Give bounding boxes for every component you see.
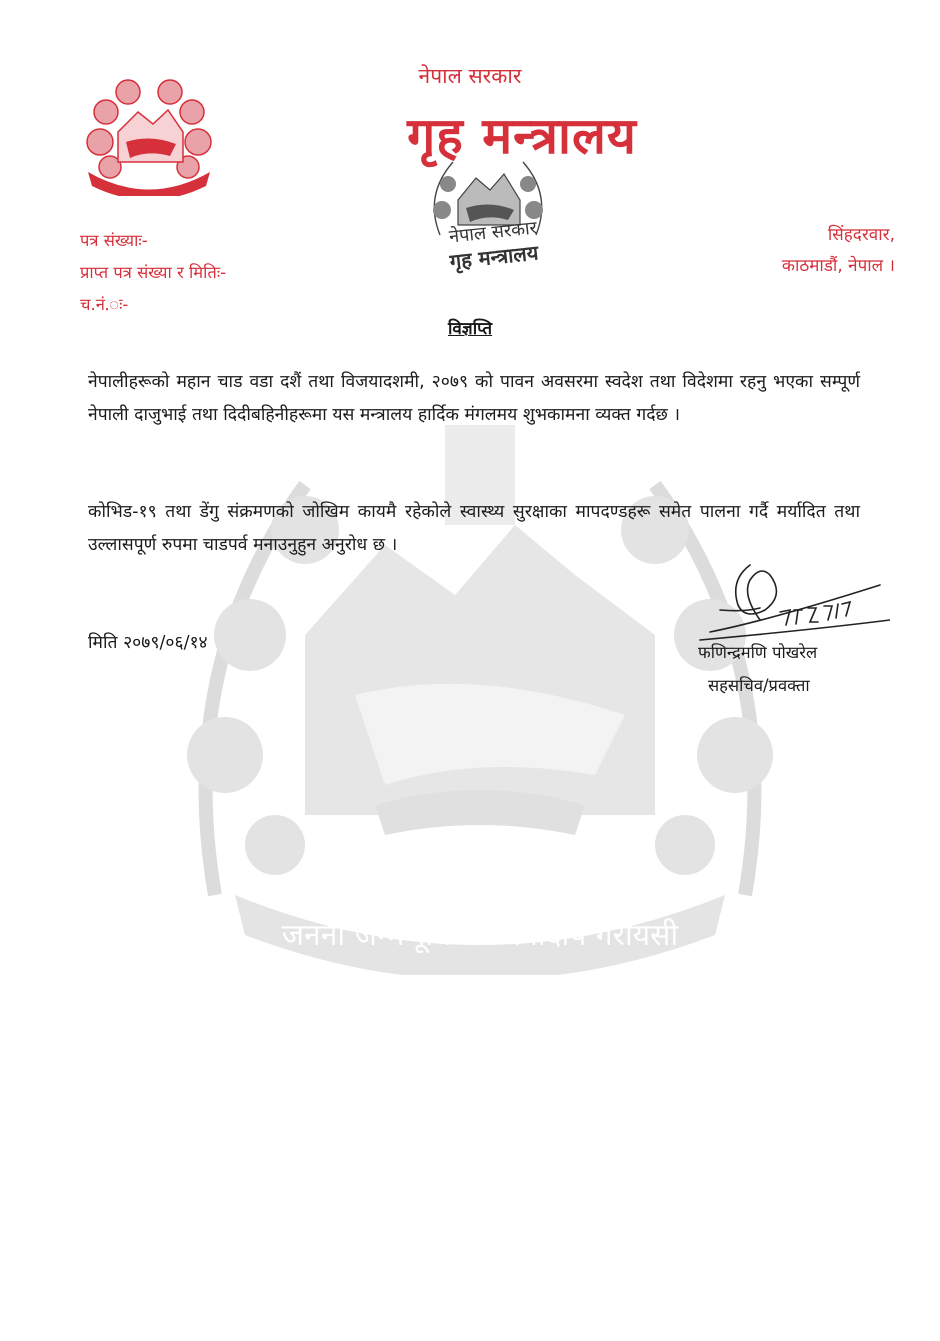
- received-letter-label: प्राप्त पत्र संख्या र मितिः-: [80, 263, 227, 282]
- letter-number-label: पत्र संख्याः-: [80, 231, 148, 250]
- signatory-title: सहसचिव/प्रवक्ता: [708, 676, 810, 695]
- notice-paragraph-1: नेपालीहरूको महान चाड वडा दशैं तथा विजयादशमी, २०७९ को पावन अवसरमा स्वदेश तथा विदेशमा रहनु भएका सम्पूर्ण नेपाली दाजुभाई तथा दिदीबहिनीहरूमा यस मन्त्रालय हार्दिक मंगलमय शुभकामना व्यक्त गर्दछ ।: [88, 372, 860, 425]
- address-line-1: सिंहदरवार,: [827, 225, 895, 245]
- dispatch-number-label: च.नं.ः-: [80, 295, 129, 314]
- address-line-2: काठमाडौं, नेपाल ।: [781, 256, 895, 276]
- notice-paragraph-2: कोभिड-१९ तथा डेंगु संक्रमणको जोखिम कायमै रहेकोले स्वास्थ्य सुरक्षाका मापदण्डहरू समेत पालना गर्दै मर्यादित तथा उल्लासपूर्ण रुपमा चाडपर्व मनाउनुहुन अनुरोध छ ।: [88, 502, 860, 555]
- ministry-name: गृह मन्त्रालय: [407, 107, 637, 165]
- signatory-name: फणिन्द्रमणि पोखरेल: [698, 643, 818, 662]
- stamp-text-government: नेपाल सरकार: [448, 217, 539, 248]
- stamp-text-ministry: गृह मन्त्रालय: [448, 240, 540, 274]
- government-name: नेपाल सरकार: [418, 64, 522, 88]
- notice-title: विज्ञप्ति: [447, 319, 493, 339]
- notice-date: मिति २०७९/०६/१४: [88, 633, 208, 653]
- emblem-motto: जननी जन्मभूमिश्च स्वर्गादपि गरीयसी: [281, 918, 679, 953]
